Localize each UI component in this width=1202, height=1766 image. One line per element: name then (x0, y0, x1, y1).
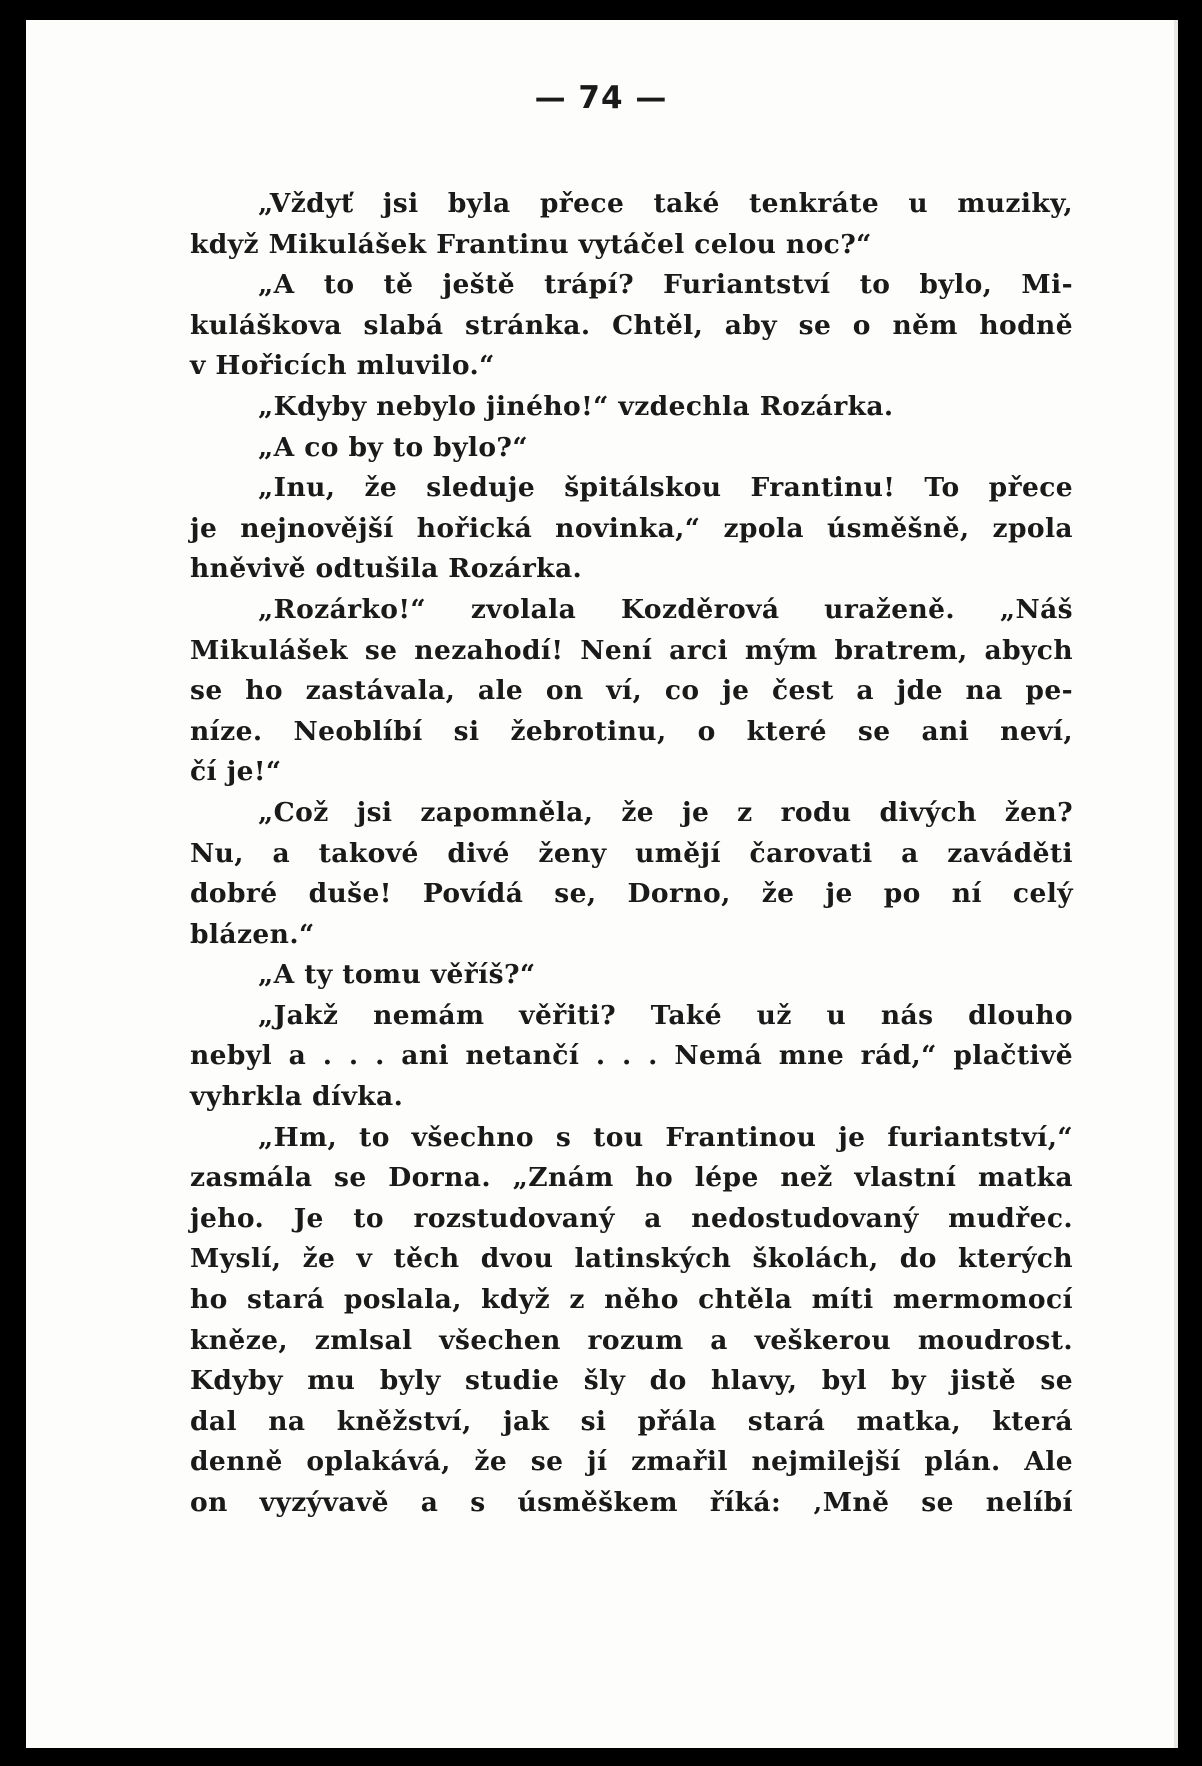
text-line: blázen.“ (190, 918, 315, 950)
text-line: „Rozárko!“ zvolala Kozděrová uraženě. „Náš (258, 593, 1073, 625)
text-line: v Hořicích mluvilo.“ (190, 350, 495, 382)
text-line: Kdyby mu byly studie šly do hlavy, byl by jistě se (190, 1365, 1073, 1397)
text-line: kněze, zmlsal všechen rozum a veškerou moudrost. (190, 1324, 1073, 1356)
text-line: dobré duše! Povídá se, Dorno, že je po ní celý (190, 878, 1073, 910)
page-edge (1174, 20, 1178, 1748)
text-line: on vyzývavě a s úsměškem říká: ‚Mně se nelíbí (190, 1487, 1073, 1518)
text-line: nebyl a . . . ani netančí . . . Nemá mne rád,“ plačtivě (190, 1040, 1073, 1072)
text-line: níze. Neoblíbí si žebrotinu, o které se ani neví, (190, 715, 1073, 747)
text-line: zasmála se Dorna. „Znám ho lépe než vlastní matka (190, 1162, 1073, 1194)
text-line: denně oplakává, že se jí zmařil nejmilejší plán. Ale (190, 1446, 1073, 1478)
text-line: když Mikulášek Frantinu vytáčel celou noc?“ (190, 228, 872, 260)
text-line: se ho zastávala, ale on ví, co je čest a jde na pe- (190, 675, 1073, 707)
text-line: „Inu, že sleduje špitálskou Frantinu! To přece (258, 472, 1073, 504)
text-line: kuláškova slabá stránka. Chtěl, aby se o něm hodně (190, 309, 1073, 341)
text-line: „Což jsi zapomněla, že je z rodu divých žen? (258, 796, 1073, 828)
text-line: „Hm, to všechno s tou Frantinou je furiantství,“ (258, 1121, 1073, 1153)
text-line: „A to tě ještě trápí? Furiantství to bylo, Mi- (258, 269, 1073, 301)
text-line: Nu, a takové divé ženy umějí čarovati a zaváděti (190, 837, 1073, 869)
page-number: — 74 — (534, 80, 668, 116)
text-line: „A ty tomu věříš?“ (258, 959, 536, 991)
text-line: Myslí, že v těch dvou latinských školách, do kterých (190, 1243, 1073, 1275)
text-line: „Jakž nemám věřiti? Také už u nás dlouho (258, 999, 1073, 1031)
text-line: „A co by to bylo?“ (258, 431, 529, 463)
text-line: Mikulášek se nezahodí! Není arci mým bratrem, abych (190, 634, 1073, 666)
text-line: vyhrkla dívka. (190, 1081, 404, 1113)
text-line: čí je!“ (190, 756, 282, 788)
text-line: „Vždyť jsi byla přece také tenkráte u muziky, (258, 188, 1073, 219)
text-line: je nejnovější hořická novinka,“ zpola úsměšně, zpola (190, 512, 1073, 544)
text-line: „Kdyby nebylo jiného!“ vzdechla Rozárka. (258, 390, 894, 422)
body-text (190, 184, 1073, 1524)
text-line: ho stará poslala, když z něho chtěla míti mermomocí (190, 1284, 1073, 1316)
text-line: hněvivě odtušila Rozárka. (190, 553, 583, 585)
text-line: jeho. Je to rozstudovaný a nedostudovaný mudřec. (190, 1202, 1073, 1234)
text-line: dal na kněžství, jak si přála stará matka, která (190, 1405, 1073, 1437)
